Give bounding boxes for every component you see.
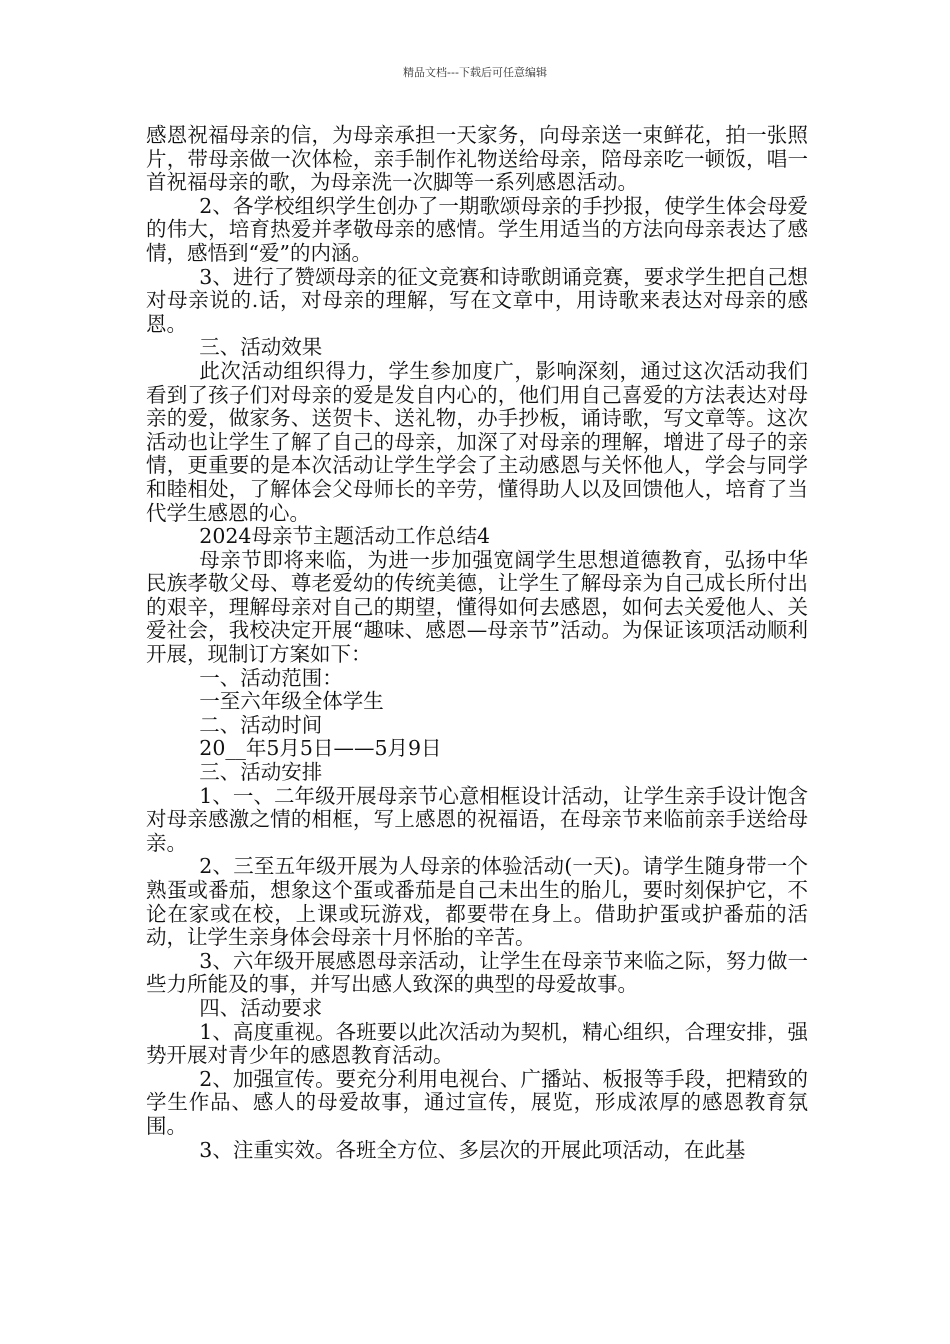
paragraph: 20__年5月5日——5月9日	[199, 736, 442, 761]
paragraph: 1、高度重视。各班要以此次活动为契机，精心组织，合理安排，强势开展对青少年的感恩教育活动。	[146, 1019, 808, 1068]
paragraph: 此次活动组织得力，学生参加度广，影响深刻，通过这次活动我们看到了孩子们对母亲的爱是发自内心的，他们用自己喜爱的方法表达对母亲的爱，做家务、送贺卡、送礼物，办手抄板，诵诗歌，写文章等。这次活动也让学生了解了自己的母亲，加深了对母亲的理解，增进了母子的亲情，更重要的是本次活动让学生学会了主动感恩与关怀他人，学会与同学和睦相处，了解体会父母师长的辛劳，懂得助人以及回馈他人，培育了当代学生感恩的心。	[146, 358, 808, 525]
paragraph: 2、加强宣传。要充分利用电视台、广播站、板报等手段，把精致的学生作品、感人的母爱故事，通过宣传，展览，形成浓厚的感恩教育氛围。	[146, 1066, 808, 1138]
paragraph: 3、六年级开展感恩母亲活动，让学生在母亲节来临之际，努力做一些力所能及的事，并写出感人致深的典型的母爱故事。	[146, 948, 808, 997]
page-header: 精品文档---下载后可任意编辑	[403, 66, 547, 79]
section-heading: 二、活动时间	[199, 712, 323, 737]
paragraph: 1、一、二年级开展母亲节心意相框设计活动，让学生亲手设计饱含对母亲感激之情的相框，写上感恩的祝福语，在母亲节来临前亲手送给母亲。	[146, 783, 808, 855]
paragraph: 感恩祝福母亲的信，为母亲承担一天家务，向母亲送一束鲜花，拍一张照片，带母亲做一次体检，亲手制作礼物送给母亲，陪母亲吃一顿饭，唱一首祝福母亲的歌，为母亲洗一次脚等一系列感恩活动。	[146, 123, 808, 195]
paragraph: 一至六年级全体学生	[199, 689, 384, 714]
paragraph: 2、各学校组织学生创办了一期歌颂母亲的手抄报，使学生体会母爱的伟大，培育热爱并孝敬母亲的感情。学生用适当的方法向母亲表达了感情，感悟到“爱”的内涵。	[146, 193, 808, 265]
section-heading: 四、活动要求	[199, 995, 323, 1020]
section-heading: 三、活动效果	[199, 335, 323, 360]
paragraph: 2、三至五年级开展为人母亲的体验活动(一天)。请学生随身带一个熟蛋或番茄，想象这个蛋或番茄是自己未出生的胎儿，要时刻保护它，不论在家或在校，上课或玩游戏，都要带在身上。借助护蛋或护番茄的活动，让学生亲身体会母亲十月怀胎的辛苦。	[146, 854, 808, 950]
document-body	[146, 124, 808, 1162]
paragraph: 3、进行了赞颂母亲的征文竞赛和诗歌朗诵竞赛，要求学生把自己想对母亲说的.话，对母亲的理解，写在文章中，用诗歌来表达对母亲的感恩。	[146, 264, 808, 336]
paragraph: 3、注重实效。各班全方位、多层次的开展此项活动，在此基	[199, 1137, 746, 1162]
paragraph: 母亲节即将来临，为进一步加强宽阔学生思想道德教育，弘扬中华民族孝敬父母、尊老爱幼的传统美德，让学生了解母亲为自己成长所付出的艰辛，理解母亲对自己的期望，懂得如何去感恩，如何去关爱他人、关爱社会，我校决定开展“趣味、感恩—母亲节”活动。为保证该项活动顺利开展，现制订方案如下：	[146, 547, 808, 667]
section-heading: 一、活动范围：	[199, 665, 343, 690]
section-heading: 三、活动安排	[199, 760, 323, 785]
section-title: 2024母亲节主题活动工作总结4	[199, 524, 491, 549]
